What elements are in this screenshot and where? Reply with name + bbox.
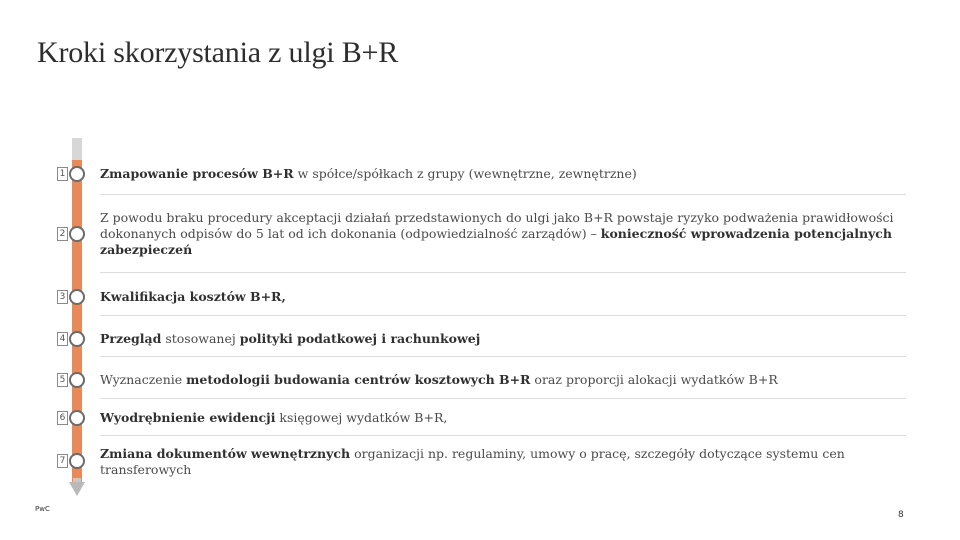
page-number: 8 bbox=[898, 510, 904, 520]
step-5-plain-b: oraz proporcji alokacji wydatków B+R bbox=[530, 372, 778, 387]
step-7-plain: organizacji np. regulaminy, umowy o pracę, szczegóły dotyczące systemu cen transferowych bbox=[100, 446, 845, 477]
step-divider bbox=[100, 315, 906, 316]
step-marker-icon bbox=[69, 166, 85, 182]
timeline-track bbox=[72, 138, 82, 486]
step-text-1 bbox=[100, 166, 900, 182]
step-marker-icon bbox=[69, 372, 85, 388]
step-marker-icon bbox=[69, 289, 85, 305]
step-marker-icon bbox=[69, 453, 85, 469]
step-text-6 bbox=[100, 410, 900, 426]
step-divider bbox=[100, 398, 906, 399]
step-divider bbox=[100, 272, 906, 273]
step-divider bbox=[100, 435, 906, 436]
step-4-bold-a: Przegląd bbox=[100, 331, 162, 346]
timeline-track-start bbox=[72, 138, 82, 160]
step-number-6: 6 bbox=[57, 411, 68, 425]
step-marker-icon bbox=[69, 410, 85, 426]
step-4-bold-b: polityki podatkowej i rachunkowej bbox=[239, 331, 481, 346]
step-text-3 bbox=[100, 289, 900, 305]
step-divider bbox=[100, 194, 906, 195]
step-5-bold: metodologii budowania centrów kosztowych B+R bbox=[186, 372, 531, 387]
step-marker-icon bbox=[69, 226, 85, 242]
step-6-bold: Wyodrębnienie ewidencji bbox=[100, 410, 276, 425]
step-number-7: 7 bbox=[57, 454, 68, 468]
step-number-5: 5 bbox=[57, 373, 68, 387]
slide-title: Kroki skorzystania z ulgi B+R bbox=[37, 36, 399, 69]
step-2-plain: Z powodu braku procedury akceptacji działań przedstawionych do ulgi jako B+R powstaje ryzyko podważenia prawidłowości dokonanych odpisów do 5 lat od ich dokonania (odpowiedzialność zarządów) – bbox=[100, 210, 894, 241]
step-text-5 bbox=[100, 372, 900, 388]
step-1-plain: w spółce/spółkach z grupy (wewnętrzne, zewnętrzne) bbox=[293, 166, 637, 181]
step-number-3: 3 bbox=[57, 290, 68, 304]
step-1-bold: Zmapowanie procesów B+R bbox=[100, 166, 294, 181]
step-7-bold: Zmiana dokumentów wewnętrznych bbox=[100, 446, 351, 461]
step-divider bbox=[100, 356, 906, 357]
step-4-plain: stosowanej bbox=[161, 331, 240, 346]
timeline-arrow-down-icon bbox=[69, 482, 85, 496]
step-number-1: 1 bbox=[57, 167, 68, 181]
step-3-bold: Kwalifikacja kosztów B+R, bbox=[100, 289, 286, 304]
step-marker-icon bbox=[69, 331, 85, 347]
step-text-4 bbox=[100, 331, 900, 347]
step-2-bold: konieczność wprowadzenia potencjalnych zabezpieczeń bbox=[100, 226, 893, 257]
step-number-2: 2 bbox=[57, 227, 68, 241]
step-5-plain-a: Wyznaczenie bbox=[100, 372, 187, 387]
pwc-logo: PwC bbox=[35, 505, 50, 513]
step-number-4: 4 bbox=[57, 332, 68, 346]
step-text-7 bbox=[100, 446, 900, 478]
step-6-plain: księgowej wydatków B+R, bbox=[275, 410, 448, 425]
step-text-2 bbox=[100, 210, 900, 258]
